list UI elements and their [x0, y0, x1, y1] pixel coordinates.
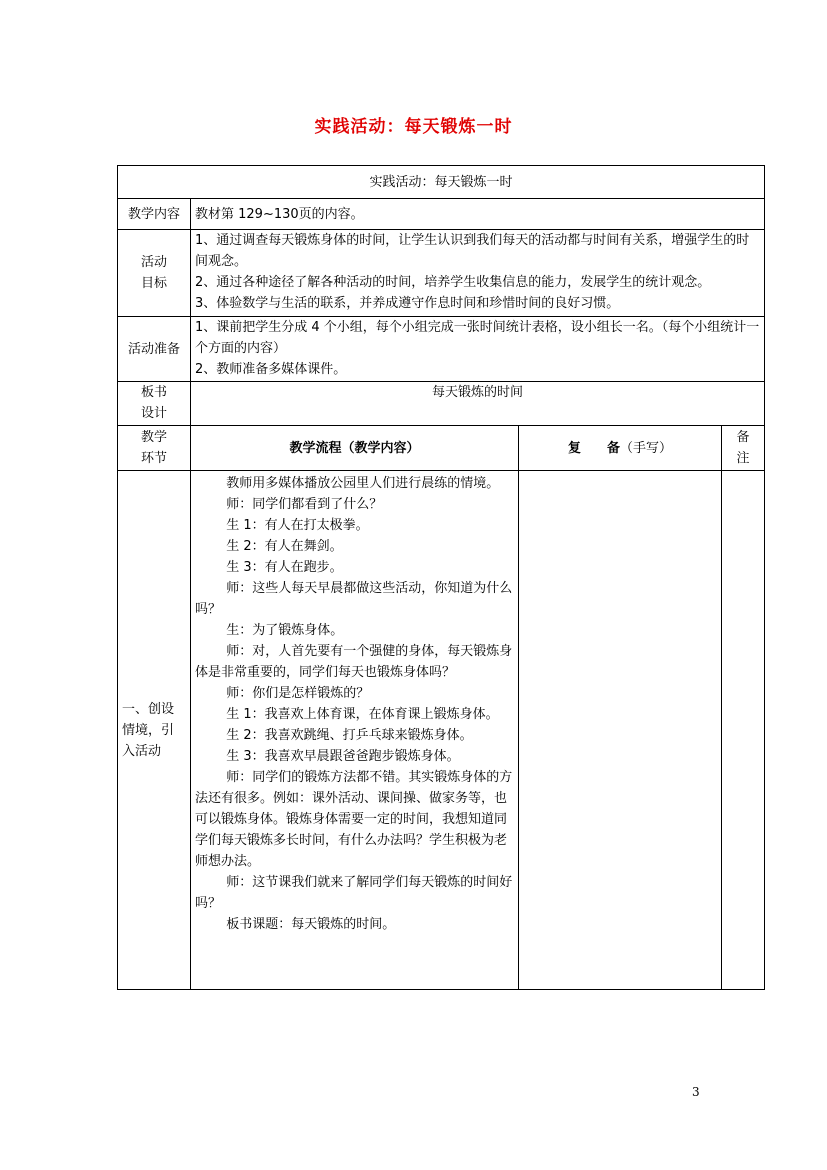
- stage-1-label-line2: 情境，引: [122, 722, 175, 738]
- dialogue-line: 生 2：有人在舞剑。: [226, 539, 343, 554]
- col-header-review-note: （手写）: [620, 440, 673, 456]
- dialogue-line: 生：为了锻炼身体。: [226, 623, 344, 638]
- col-header-stage-line2: 环节: [140, 451, 167, 466]
- document-title: 实践活动：每天锻炼一时: [314, 117, 513, 137]
- stage-1-label: [118, 471, 191, 990]
- board-design-text: 每天锻炼的时间: [191, 382, 765, 426]
- label-goals-line1: 活动: [140, 255, 167, 270]
- label-board-line2: 设计: [140, 406, 167, 421]
- row-board-design: [118, 382, 765, 426]
- dialogue-line: 板书课题：每天锻炼的时间。: [226, 917, 396, 932]
- col-header-process: 教学流程（教学内容）: [191, 426, 519, 471]
- dialogue-line: 生 3：有人在跑步。: [226, 560, 343, 575]
- stage-1-label-line3: 入活动: [122, 743, 162, 759]
- row-activity-goals: [118, 230, 765, 317]
- stage-1-remark-cell[interactable]: [722, 471, 765, 990]
- goal-item: 1、通过调查每天锻炼身体的时间，让学生认识到我们每天的活动都与时间有关系，增强学生的时间观念。: [195, 233, 750, 269]
- col-header-review-main: 复 备: [567, 440, 620, 456]
- col-header-stage: [118, 426, 191, 471]
- col-header-remark-line2: 注: [736, 451, 750, 466]
- dialogue-line: 生 2：我喜欢跳绳、打乒乓球来锻炼身体。: [226, 728, 473, 743]
- stage-1-review-cell[interactable]: [519, 471, 722, 990]
- dialogue-line: 师：同学们都看到了什么？: [226, 497, 383, 512]
- activity-prep-list: [191, 317, 765, 382]
- col-header-stage-line1: 教学: [140, 430, 167, 445]
- label-goals-line2: 目标: [140, 276, 167, 291]
- col-header-remark-line1: 备: [736, 430, 750, 445]
- dialogue-line: 生 1：我喜欢上体育课，在体育课上锻炼身体。: [226, 707, 499, 722]
- page-number: 3: [692, 1085, 700, 1099]
- dialogue-line: 生 1：有人在打太极拳。: [226, 518, 369, 533]
- col-header-review: [519, 426, 722, 471]
- table-header-title: 实践活动：每天锻炼一时: [118, 166, 765, 199]
- row-column-headers: [118, 426, 765, 471]
- dialogue-line: 师：同学们的锻炼方法都不错。其实锻炼身体的方法还有很多。例如：课外活动、课间操、做家务等，也可以锻炼身体。锻炼身体需要一定的时间，我想知道同学们每天锻炼多长时间，有什么办法吗？学生积极为老师想办法。: [195, 770, 513, 869]
- prep-item: 1、课前把学生分成 4 个小组，每个小组完成一张时间统计表格，设小组长一名。（每个小组统计一个方面的内容）: [195, 320, 760, 356]
- lesson-plan-table: [117, 165, 765, 990]
- label-board-design: [118, 382, 191, 426]
- row-teaching-content: [118, 199, 765, 230]
- dialogue-line: 师：对，人首先要有一个强健的身体，每天锻炼身体是非常重要的，同学们每天也锻炼身体吗？: [195, 644, 513, 680]
- label-activity-prep: 活动准备: [118, 317, 191, 382]
- dialogue-line: 教师用多媒体播放公园里人们进行晨练的情境。: [226, 476, 500, 491]
- goal-item: 2、通过各种途径了解各种活动的时间，培养学生收集信息的能力，发展学生的统计观念。: [195, 275, 711, 290]
- activity-goals-list: [191, 230, 765, 317]
- prep-item: 2、教师准备多媒体课件。: [195, 362, 347, 377]
- stage-1-label-line1: 一、创设: [122, 701, 175, 717]
- label-teaching-content: 教学内容: [118, 199, 191, 230]
- dialogue-line: 师：这些人每天早晨都做这些活动，你知道为什么吗？: [195, 581, 513, 617]
- label-activity-goals: [118, 230, 191, 317]
- col-header-remark: [722, 426, 765, 471]
- stage-1-process: [191, 471, 519, 990]
- dialogue-line: 师：这节课我们就来了解同学们每天锻炼的时间好吗？: [195, 875, 513, 911]
- dialogue-line: 师：你们是怎样锻炼的？: [226, 686, 370, 701]
- row-stage-1: [118, 471, 765, 990]
- teaching-content-text: 教材第 129~130页的内容。: [191, 199, 765, 230]
- row-activity-prep: [118, 317, 765, 382]
- label-board-line1: 板书: [140, 385, 167, 400]
- table-header-row: [118, 166, 765, 199]
- dialogue-line: 生 3：我喜欢早晨跟爸爸跑步锻炼身体。: [226, 749, 460, 764]
- goal-item: 3、体验数学与生活的联系，并养成遵守作息时间和珍惜时间的良好习惯。: [195, 296, 620, 311]
